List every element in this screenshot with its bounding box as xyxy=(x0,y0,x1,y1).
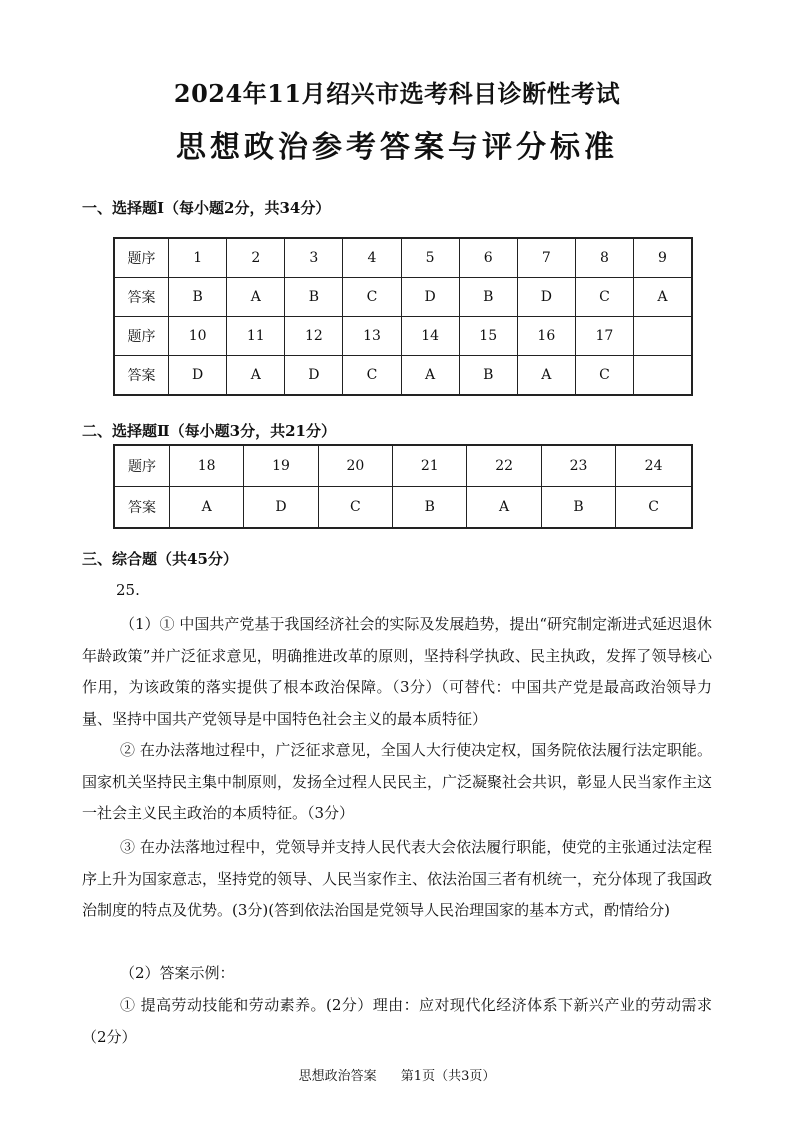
table-cell: A xyxy=(227,278,285,317)
table-cell: A xyxy=(401,356,459,396)
table-row xyxy=(114,356,692,396)
answer-table-2 xyxy=(113,444,693,529)
page-number: 第1页（共3页） xyxy=(400,1069,496,1084)
row-label: 题序 xyxy=(114,238,169,278)
table-cell: 3 xyxy=(285,238,343,278)
table-row xyxy=(114,445,692,487)
table-cell: 9 xyxy=(633,238,692,278)
table-cell: B xyxy=(541,487,615,529)
table-cell: A xyxy=(517,356,575,396)
table-cell: D xyxy=(244,487,318,529)
table-cell: 4 xyxy=(343,238,401,278)
table-cell: 14 xyxy=(401,317,459,356)
table-cell: 23 xyxy=(541,445,615,487)
table-cell: B xyxy=(459,356,517,396)
table-cell: 10 xyxy=(169,317,227,356)
table-cell: A xyxy=(170,487,244,529)
table-row xyxy=(114,487,692,529)
answer-table-1 xyxy=(113,237,693,396)
table-cell: 24 xyxy=(616,445,692,487)
table-cell xyxy=(633,356,692,396)
table-cell: D xyxy=(517,278,575,317)
table-cell: D xyxy=(401,278,459,317)
table-cell: B xyxy=(169,278,227,317)
section2-heading: 二、选择题Ⅱ（每小题3分，共21分） xyxy=(82,422,336,440)
table-cell: 15 xyxy=(459,317,517,356)
row-label: 答案 xyxy=(114,278,169,317)
table-row xyxy=(114,317,692,356)
exam-title: 2024年11月绍兴市选考科目诊断性考试 xyxy=(173,79,621,108)
table-cell: 22 xyxy=(467,445,541,487)
section1-heading: 一、选择题Ⅰ（每小题2分，共34分） xyxy=(82,199,331,217)
table-cell xyxy=(633,317,692,356)
table-cell: D xyxy=(285,356,343,396)
table-cell: C xyxy=(616,487,692,529)
answer-paragraph: （2）答案示例： xyxy=(120,964,235,982)
table-cell: B xyxy=(393,487,467,529)
row-label: 答案 xyxy=(114,356,169,396)
row-label: 题序 xyxy=(114,445,170,487)
table-cell: 2 xyxy=(227,238,285,278)
table-cell: 1 xyxy=(169,238,227,278)
question-number: 25. xyxy=(116,581,140,599)
table-cell: A xyxy=(227,356,285,396)
table-cell: 7 xyxy=(517,238,575,278)
table-cell: 5 xyxy=(401,238,459,278)
answer-paragraph: ① 提高劳动技能和劳动素养。(2分）理由：应对现代化经济体系下新兴产业的劳动需求（2分） xyxy=(82,996,712,1046)
table-cell: A xyxy=(467,487,541,529)
table-cell: 6 xyxy=(459,238,517,278)
page-footer xyxy=(0,1065,794,1084)
table-cell: C xyxy=(343,356,401,396)
table-cell: 16 xyxy=(517,317,575,356)
table-cell: 8 xyxy=(575,238,633,278)
table-cell: A xyxy=(633,278,692,317)
table-cell: C xyxy=(343,278,401,317)
table-cell: 18 xyxy=(170,445,244,487)
table-row xyxy=(114,278,692,317)
table-cell: 11 xyxy=(227,317,285,356)
answer-paragraph: （1）① 中国共产党基于我国经济社会的实际及发展趋势，提出“研究制定渐进式延迟退休年龄政策”并广泛征求意见，明确推进改革的原则，坚持科学执政、民主执政，发挥了领导核心作用，为该政策的落实提供了根本政治保障。（3分）（可替代：中国共产党是最高政治领导力量、坚持中国共产党领导是中国特色社会主义的最本质特征） xyxy=(82,615,712,728)
section3-heading: 三、综合题（共45分） xyxy=(82,550,238,568)
table-cell: 19 xyxy=(244,445,318,487)
table-row xyxy=(114,238,692,278)
table-cell: 12 xyxy=(285,317,343,356)
table-cell: C xyxy=(575,278,633,317)
row-label: 题序 xyxy=(114,317,169,356)
table-cell: 13 xyxy=(343,317,401,356)
table-cell: C xyxy=(318,487,392,529)
table-cell: 21 xyxy=(393,445,467,487)
table-cell: 17 xyxy=(575,317,633,356)
row-label: 答案 xyxy=(114,487,170,529)
answer-paragraph: ② 在办法落地过程中，广泛征求意见，全国人大行使决定权，国务院依法履行法定职能。国家机关坚持民主集中制原则，发扬全过程人民民主，广泛凝聚社会共识，彰显人民当家作主这一社会主义民主政治的本质特征。（3分） xyxy=(82,741,713,822)
document-subtitle: 思想政治参考答案与评分标准 xyxy=(176,130,618,165)
answer-paragraph: ③ 在办法落地过程中，党领导并支持人民代表大会依法履行职能，使党的主张通过法定程序上升为国家意志，坚持党的领导、人民当家作主、依法治国三者有机统一，充分体现了我国政治制度的特点及优势。(3分)(答到依法治国是党领导人民治理国家的基本方式，酌情给分) xyxy=(82,838,713,919)
table-cell: B xyxy=(459,278,517,317)
table-cell: B xyxy=(285,278,343,317)
table-cell: 20 xyxy=(318,445,392,487)
footer-subject: 思想政治答案 xyxy=(298,1069,377,1084)
table-cell: D xyxy=(169,356,227,396)
table-cell: C xyxy=(575,356,633,396)
